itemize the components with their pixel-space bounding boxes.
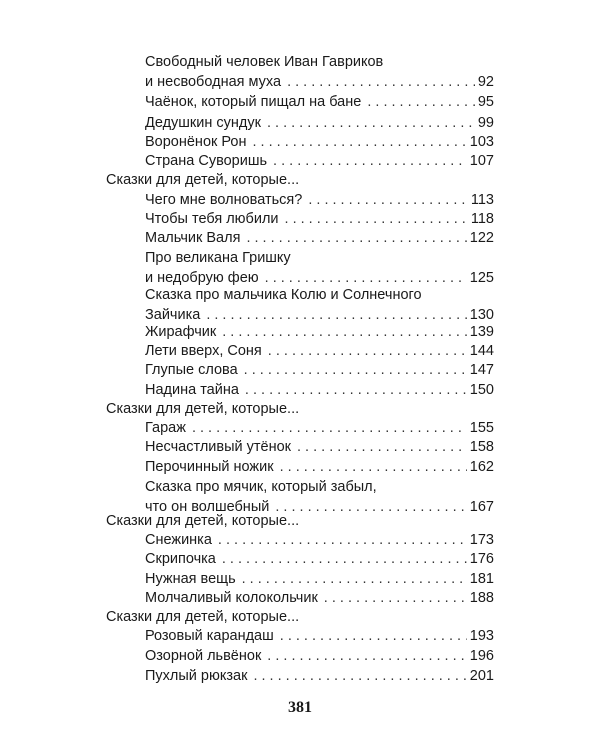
toc-page-number: 122 [469,230,494,246]
leader-dots [275,497,466,517]
toc-page-number: 107 [469,153,494,169]
toc-entry-title: Нужная вещь [145,571,236,587]
toc-page-number: 193 [469,628,494,644]
leader-dots [324,588,467,608]
toc-entry-title: Несчастливый утёнок [145,439,291,455]
leader-dots [246,228,466,248]
section-heading: Сказки для детей, которые... [106,609,300,625]
toc-entry-title: Чтобы тебя любили [145,211,279,227]
toc-entry [145,285,494,325]
toc-entry [145,92,494,112]
toc-entry [145,588,494,608]
toc-entry [145,418,494,438]
toc-entry [145,666,494,686]
toc-entry-title: и несвободная муха [145,74,282,90]
toc-entry-title: Розовый карандаш [145,628,274,644]
section-heading: Сказки для детей, которые... [106,513,300,529]
leader-dots [218,530,467,550]
toc-entry [145,322,494,342]
toc-entry [145,132,494,152]
toc-page-number: 103 [469,134,494,150]
toc-page-number: 162 [469,459,494,475]
toc-page-number: 95 [477,94,494,110]
toc-entry-title: Глупые слова [145,362,238,378]
toc-entry [145,360,494,380]
leader-dots [245,380,467,400]
page-number: 381 [288,699,312,716]
toc-entry [145,569,494,589]
toc-entry [145,248,494,288]
leader-dots [267,113,475,133]
toc-page-number: 196 [469,648,494,664]
toc-page-number: 173 [469,532,494,548]
toc-entry-title: Молчаливый колокольчик [145,590,318,606]
toc-entry-title: Снежинка [145,532,212,548]
toc-entry [145,437,494,457]
leader-dots [242,569,467,589]
toc-entry-title-line1: Про великана Гришку [145,250,291,266]
toc-entry-title: Чего мне волноваться? [145,192,303,208]
leader-dots [287,72,475,92]
toc-page-number: 144 [469,343,494,359]
toc-page-number: 181 [469,571,494,587]
leader-dots [297,437,467,457]
toc-entry-title: Воронёнок Рон [145,134,247,150]
leader-dots [280,457,467,477]
toc-entry [145,380,494,400]
leader-dots [222,322,467,342]
toc-entry [145,549,494,569]
toc-entry-title: Скрипочка [145,551,216,567]
toc-page-number: 188 [469,590,494,606]
toc-entry [145,341,494,361]
toc-entry [145,209,494,229]
toc-entry-title: Лети вверх, Соня [145,343,262,359]
toc-entry [145,151,494,171]
toc-entry-title-line1: Свободный человек Иван Гавриков [145,54,384,70]
section-heading: Сказки для детей, которые... [106,401,300,417]
leader-dots [273,151,467,171]
toc-page-number: 158 [469,439,494,455]
toc-page-number: 201 [469,668,494,684]
section-heading: Сказки для детей, которые... [106,172,300,188]
leader-dots [285,209,468,229]
toc-entry-title-line1: Сказка про мячик, который забыл, [145,479,377,495]
leader-dots [280,626,467,646]
toc-entry [145,190,494,210]
toc-entry [145,228,494,248]
toc-entry-title: Пухлый рюкзак [145,668,248,684]
toc-entry-title: Гараж [145,420,186,436]
toc-page-number: 176 [469,551,494,567]
toc-page-number: 130 [469,307,494,323]
toc-page-number: 92 [477,74,494,90]
leader-dots [308,190,468,210]
toc-page-number: 139 [469,324,494,340]
toc-entry-title: Дедушкин сундук [145,115,261,131]
toc-entry-title: Надина тайна [145,382,239,398]
toc-page-number: 147 [469,362,494,378]
leader-dots [253,666,466,686]
leader-dots [222,549,467,569]
toc-page-number: 125 [469,270,494,286]
toc-entry [145,646,494,666]
toc-entry-title: Зайчика [145,307,201,323]
leader-dots [192,418,467,438]
toc-entry-title: Жирафчик [145,324,217,340]
toc-page-number: 118 [470,211,494,227]
toc-page-number: 167 [469,499,494,515]
leader-dots [267,646,467,666]
toc-page-number: 150 [469,382,494,398]
toc-page-number: 99 [477,115,494,131]
toc-entry [145,52,494,92]
toc-entry-title: Чаёнок, который пищал на бане [145,94,362,110]
leader-dots [253,132,467,152]
toc-entry-title: Перочинный ножик [145,459,274,475]
toc-entry-title: Озорной львёнок [145,648,262,664]
toc-entry [145,530,494,550]
leader-dots [268,341,467,361]
toc-entry-title: что он волшебный [145,499,270,515]
toc-entry-title: Мальчик Валя [145,230,241,246]
toc-page-number: 113 [470,192,494,208]
leader-dots [367,92,475,112]
toc-page-number: 155 [469,420,494,436]
leader-dots [244,360,467,380]
toc-entry [145,626,494,646]
toc-entry [145,113,494,133]
toc-entry-title-line1: Сказка про мальчика Колю и Солнечного [145,287,422,303]
toc-entry [145,457,494,477]
toc-entry-title: Страна Суворишь [145,153,268,169]
toc-entry-title: и недобрую фею [145,270,259,286]
